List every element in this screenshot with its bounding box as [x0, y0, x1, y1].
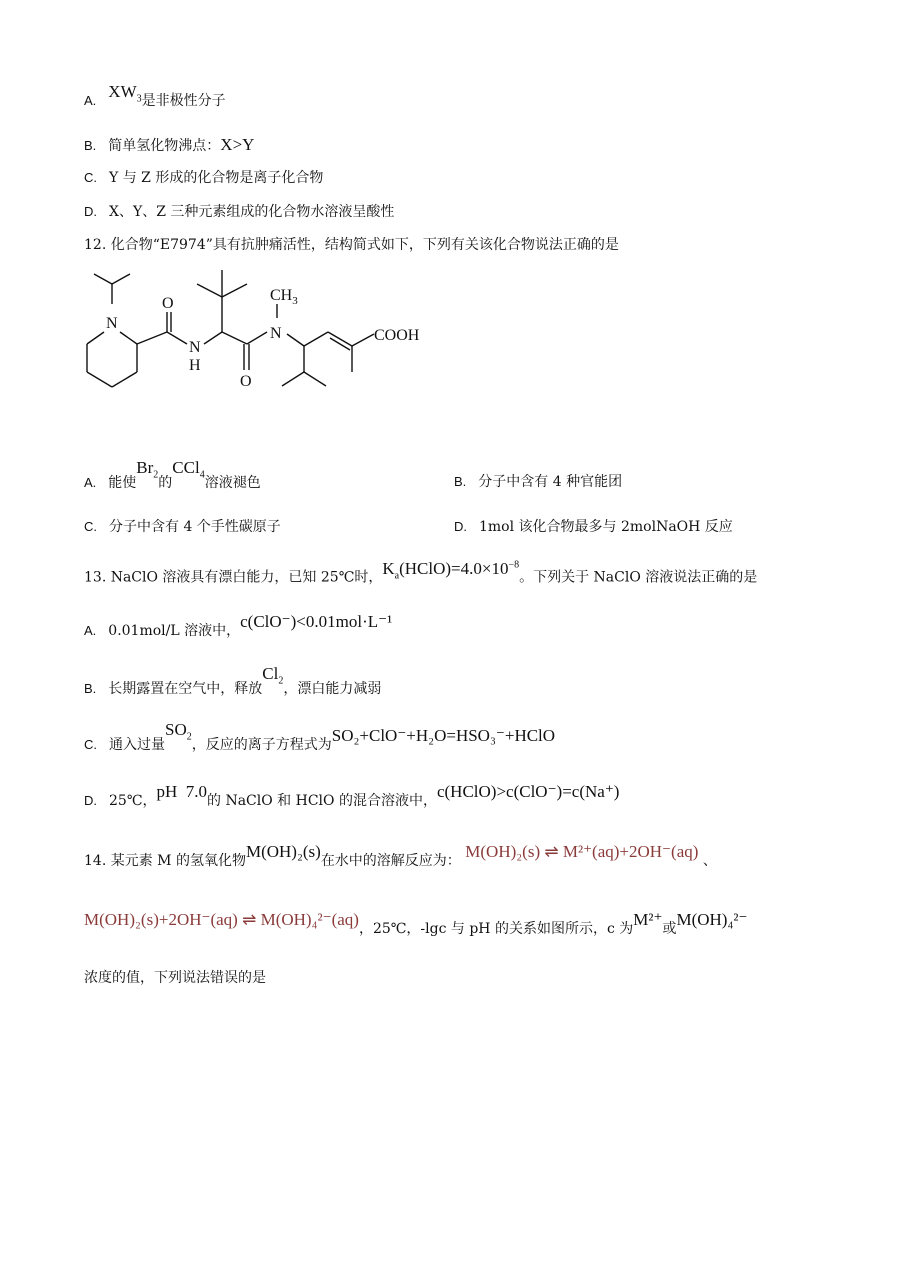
- atom-o-2: O: [240, 373, 252, 390]
- option-text: 简单氢化物沸点：: [108, 138, 221, 154]
- q12-option-b: B. 分子中含有 4 种官能团: [454, 474, 623, 490]
- option-label: D.: [84, 793, 97, 808]
- q11-option-c: [84, 168, 323, 188]
- equation-hclo-clo-na: c(HClO)>c(ClO⁻)=c(Na⁺): [436, 782, 620, 801]
- option-label: D.: [84, 204, 97, 219]
- option-label: B.: [84, 681, 97, 696]
- formula-m2plus: M²⁺: [633, 910, 663, 929]
- option-text: Y 与 Z 形成的化合物是离子化合物: [109, 170, 324, 186]
- formula-so2: $SO_2$: [165, 720, 192, 743]
- option-label: B.: [454, 474, 467, 489]
- formula-ka: $K_a(HClO)=4.0\times 10^{-8}$: [382, 558, 520, 582]
- option-label: A.: [84, 93, 97, 108]
- group-cooh: COOH: [374, 327, 420, 344]
- formula-x-gt-y: X>Y: [220, 135, 255, 154]
- q12-stem: 12. 化合物“E7974”具有抗肿痛活性，结构简式如下，下列有关该化合物说法正确的是: [84, 237, 619, 253]
- q12-option-d: D. 1mol 该化合物最多与 2molNaOH 反应: [454, 519, 733, 535]
- formula-moh4: M(OH)₄²⁻: [676, 910, 748, 929]
- q13-option-d: D. 25℃，pH 7.0的 NaClO 和 HClO 的混合溶液中，c(HClO)>c(ClO⁻)=c(Na⁺): [84, 782, 620, 809]
- option-label: A.: [84, 475, 97, 490]
- equation-complex: M(OH)₂(s)+2OH⁻(aq) ⇌ M(OH)₄²⁻(aq): [84, 910, 359, 929]
- atom-n-amide: N: [189, 339, 201, 356]
- q13-option-b: B. 长期露置在空气中，释放$Cl_2$，漂白能力减弱: [84, 664, 382, 697]
- q12-option-a: A. 能使$Br_2$的CCl$_4$溶液褪色: [84, 458, 261, 491]
- option-label: A.: [84, 623, 97, 638]
- q11-option-a: [84, 82, 226, 117]
- atom-n-piperidine: N: [106, 315, 118, 332]
- q13-option-c: C. 通入过量$SO_2$，反应的离子方程式为SO₂+ClO⁻+H₂O=HSO₃⁻+HClO: [84, 720, 556, 753]
- atom-n-methyl: N: [270, 325, 282, 342]
- formula-br2: $Br_2$: [136, 458, 159, 481]
- group-ch3: $CH_3$: [270, 287, 298, 307]
- formula-ph: pH 7.0: [156, 782, 208, 801]
- option-label: B.: [84, 138, 97, 153]
- equation-dissolution: M(OH)₂(s) ⇌ M²⁺(aq)+2OH⁻(aq): [465, 842, 699, 861]
- q12-option-c: C. 分子中含有 4 个手性碳原子: [84, 519, 281, 535]
- q14-line-3: 浓度的值，下列说法错误的是: [84, 970, 266, 986]
- option-label: D.: [454, 519, 467, 534]
- formula-c-clo: c(ClO⁻)<0.01mol·L⁻¹: [240, 612, 393, 631]
- option-label: C.: [84, 737, 97, 752]
- formula-ccl4: CCl$_4$: [172, 458, 205, 481]
- formula-moh2: M(OH)₂(s): [245, 842, 321, 861]
- q11-option-b: [84, 135, 254, 156]
- atom-h: H: [189, 357, 201, 374]
- option-label: C.: [84, 170, 97, 185]
- q13-option-a: A. 0.01mol/L 溶液中，c(ClO⁻)<0.01mol·L⁻¹: [84, 612, 393, 639]
- formula-xw3: $XW_3$: [108, 82, 142, 105]
- q11-option-d: [84, 202, 394, 222]
- structure-bonds: [87, 270, 374, 387]
- q13-stem: 13. NaClO 溶液具有漂白能力，已知 25℃时，$K_a(HClO)=4.0\times 10^{-8}$。下列关于 NaClO 溶液说法正确的是: [84, 558, 758, 586]
- q14-line-1: 14. 某元素 M 的氢氧化物M(OH)₂(s)在水中的溶解反应为： M(OH)₂(s) ⇌ M²⁺(aq)+2OH⁻(aq) 、: [84, 842, 717, 869]
- equation-so2-clo: SO₂+ClO⁻+H₂O=HSO₃⁻+HClO: [331, 726, 556, 745]
- option-text: 是非极性分子: [141, 93, 226, 109]
- structure-diagram: [82, 262, 442, 412]
- option-label: C.: [84, 519, 97, 534]
- formula-cl2: $Cl_2$: [262, 664, 284, 687]
- option-text: X、Y、Z 三种元素组成的化合物水溶液呈酸性: [109, 204, 395, 220]
- q14-line-2: M(OH)₂(s)+2OH⁻(aq) ⇌ M(OH)₄²⁻(aq)，25℃，-lgc 与 pH 的关系如图所示，c 为M²⁺或M(OH)₄²⁻: [84, 910, 748, 937]
- atom-o-1: O: [162, 295, 174, 312]
